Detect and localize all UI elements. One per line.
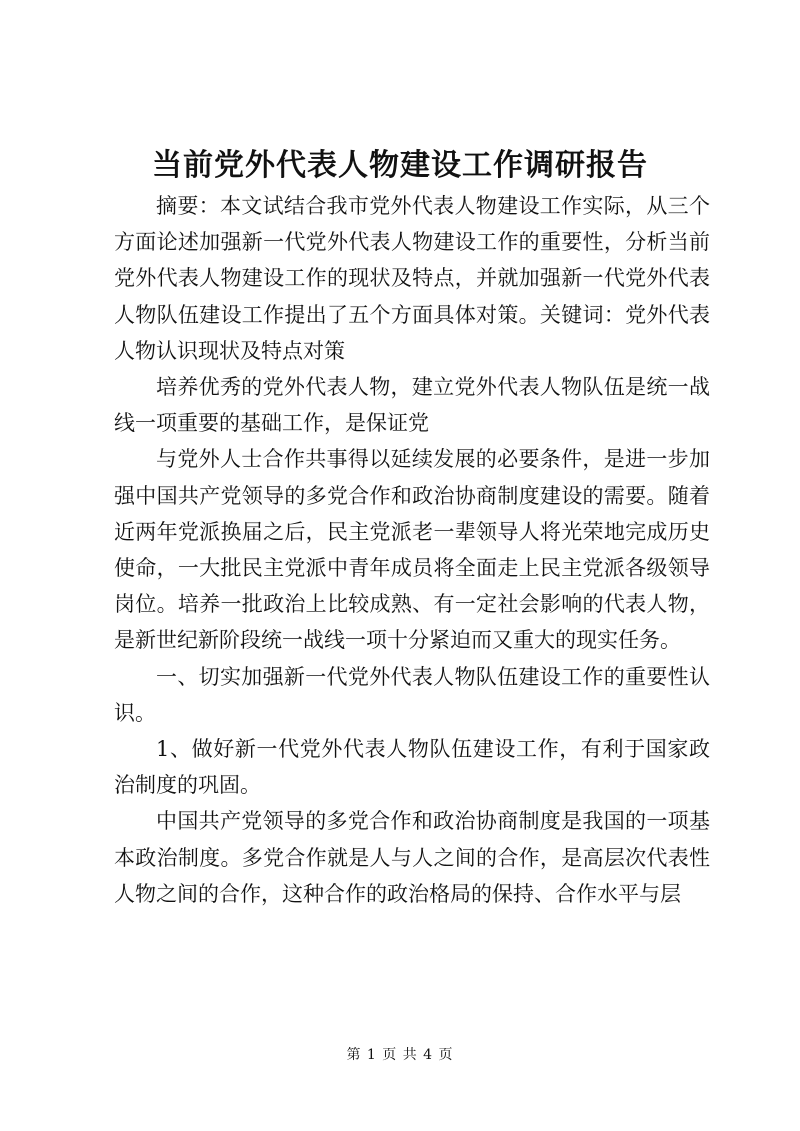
document-title: 当前党外代表人物建设工作调研报告: [152, 148, 648, 183]
section-heading-1: 一、切实加强新一代党外代表人物队伍建设工作的重要性认识。: [114, 664, 710, 725]
page-footer: 第 1 页 共 4 页: [346, 1047, 454, 1063]
paragraph-system: 中国共产党领导的多党合作和政治协商制度是我国的一项基本政治制度。多党合作就是人与人之间的合作，是高层次代表性人物之间的合作，这种合作的政治格局的保持、合作水平与层: [114, 809, 710, 906]
document-body: [114, 188, 710, 912]
paragraph-intro: 培养优秀的党外代表人物，建立党外代表人物队伍是统一战线一项重要的基础工作，是保证党: [114, 375, 710, 436]
paragraph-context: 与党外人士合作共事得以延续发展的必要条件，是进一步加强中国共产党领导的多党合作和政治协商制度建设的需要。随着近两年党派换届之后，民主党派老一辈领导人将光荣地完成历史使命，一大批民主党派中青年成员将全面走上民主党派各级领导岗位。培养一批政治上比较成熟、有一定社会影响的代表人物，是新世纪新阶段统一战线一项十分紧迫而又重大的现实任务。: [114, 447, 710, 653]
paragraph-abstract: 摘要：本文试结合我市党外代表人物建设工作实际，从三个方面论述加强新一代党外代表人物建设工作的重要性，分析当前党外代表人物建设工作的现状及特点，并就加强新一代党外代表人物队伍建设工作提出了五个方面具体对策。关键词：党外代表人物认识现状及特点对策: [114, 194, 710, 363]
subsection-heading-1-1: 1、做好新一代党外代表人物队伍建设工作，有利于国家政治制度的巩固。: [114, 737, 710, 798]
